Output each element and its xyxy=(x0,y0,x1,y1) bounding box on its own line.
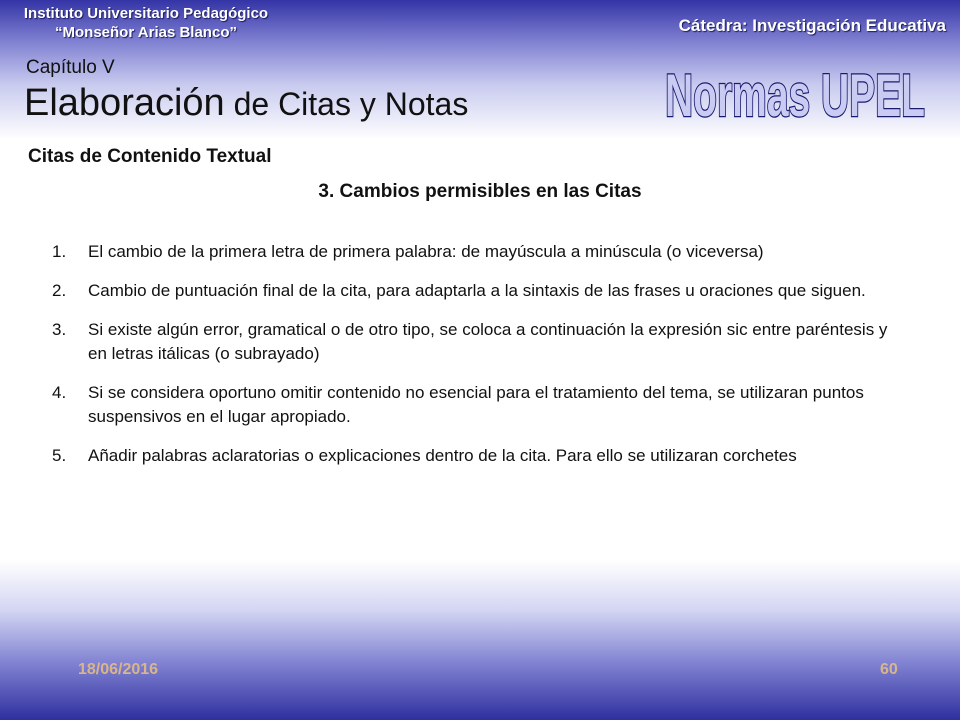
institution-line-1: Instituto Universitario Pedagógico xyxy=(23,5,269,22)
list-item-text: Si existe algún error, gramatical o de otro tipo, se coloca a continuación la expresión sic entre paréntesis y en letras itálicas (o subrayado) xyxy=(88,320,888,363)
list-item-number: 2. xyxy=(52,281,67,300)
list-item xyxy=(52,381,892,429)
section-title: 3. Cambios permisibles en las Citas xyxy=(318,181,642,202)
list-item-number: 4. xyxy=(52,383,67,402)
page-number: 60 xyxy=(880,661,898,678)
list-item xyxy=(52,444,892,468)
footer-date: 18/06/2016 xyxy=(78,661,159,678)
slide-title xyxy=(24,82,468,125)
normas-upel-logo xyxy=(660,58,930,128)
list-item-text: Si se considera oportuno omitir contenido no esencial para el tratamiento del tema, se utilizaran puntos suspensivos en el lugar apropiado. xyxy=(88,383,864,426)
list-item-number: 1. xyxy=(52,242,67,261)
chapter-label: Capítulo V xyxy=(26,57,115,78)
changes-list xyxy=(52,240,892,483)
slide-title-rest: de Citas y Notas xyxy=(224,86,469,122)
list-item-text: Cambio de puntuación final de la cita, para adaptarla a la sintaxis de las frases u oraciones que siguen. xyxy=(88,281,866,300)
list-item-number: 3. xyxy=(52,320,67,339)
list-item-text: El cambio de la primera letra de primera palabra: de mayúscula a minúscula (o viceversa) xyxy=(88,242,764,261)
logo-text: Normas UPEL xyxy=(665,62,925,128)
list-item xyxy=(52,318,892,366)
list-item xyxy=(52,240,892,264)
subtitle: Citas de Contenido Textual xyxy=(28,146,272,167)
list-item-number: 5. xyxy=(52,446,67,465)
slide-title-first-word: Elaboración xyxy=(24,82,225,124)
institution-line-2: “Monseñor Arias Blanco” xyxy=(55,24,237,41)
list-item xyxy=(52,279,892,303)
list-item-text: Añadir palabras aclaratorias o explicaciones dentro de la cita. Para ello se utilizaran corchetes xyxy=(88,446,797,465)
institution-name xyxy=(0,4,292,42)
catedra-label: Cátedra: Investigación Educativa xyxy=(678,16,946,35)
